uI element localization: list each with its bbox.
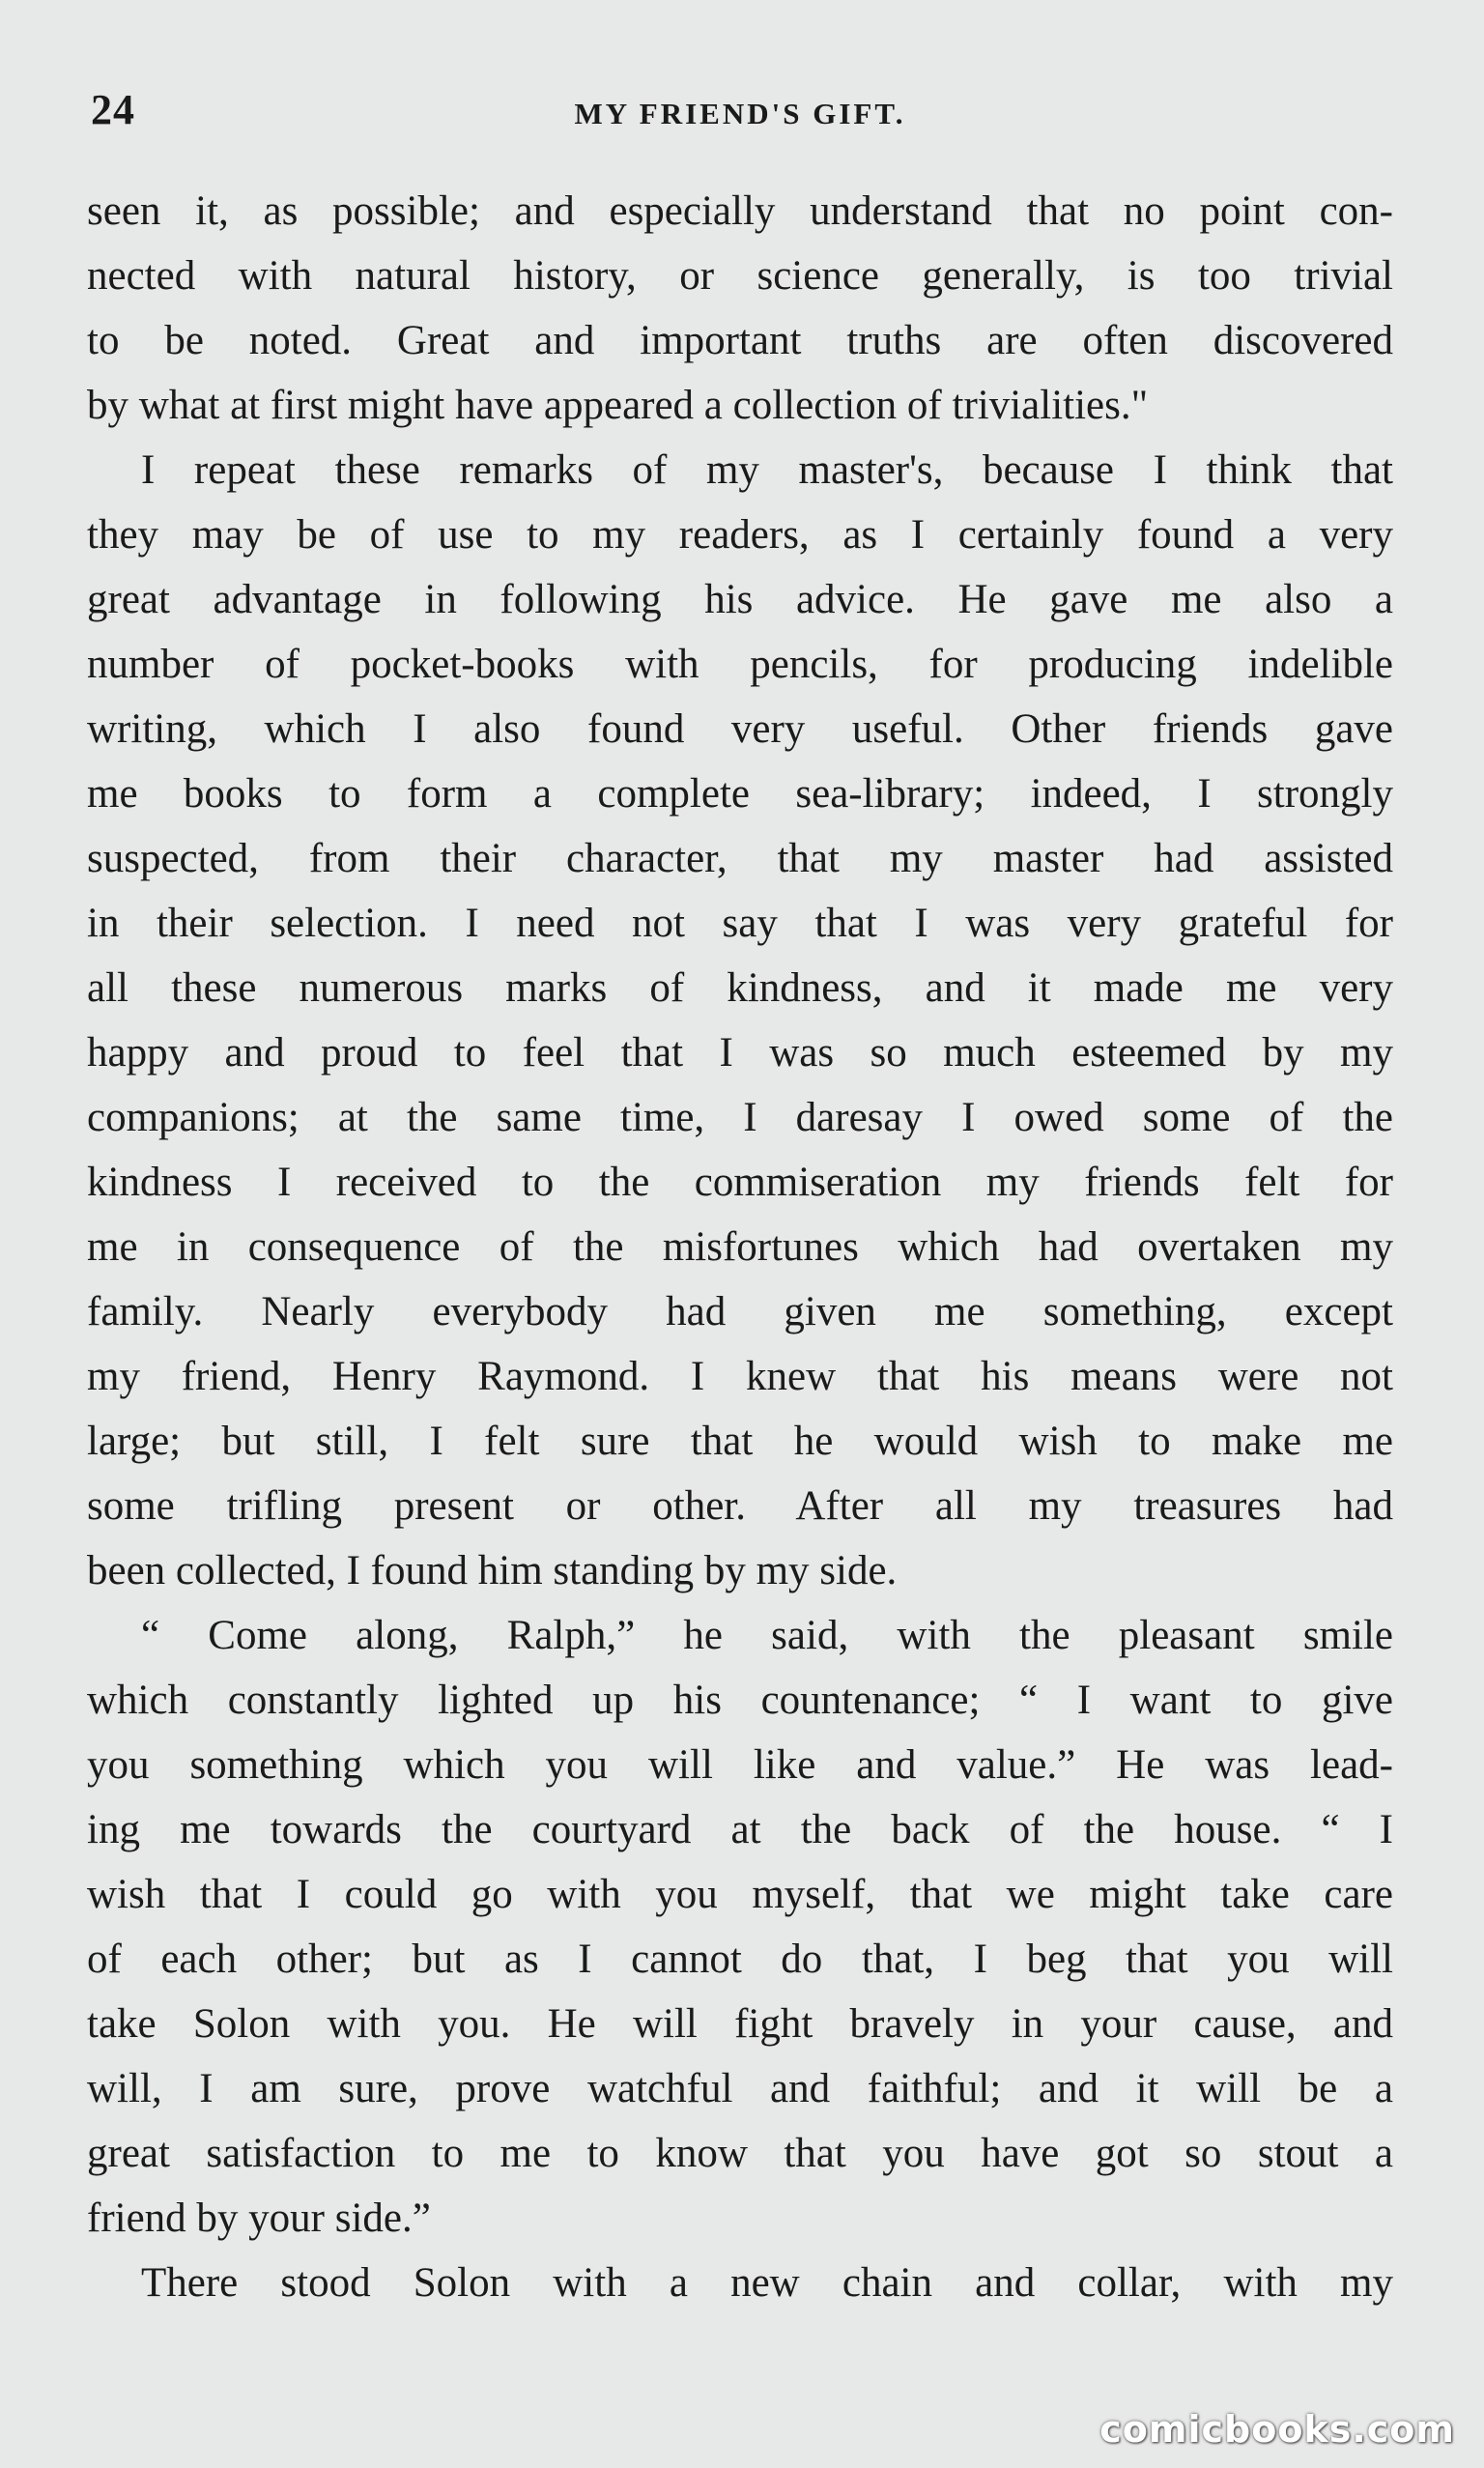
text-line: you something which you will like and value.” He was lead-	[87, 1742, 1393, 1788]
running-title: MY FRIEND'S GIFT.	[574, 97, 906, 130]
text-line: large; but still, I felt sure that he would wish to make me	[87, 1419, 1393, 1464]
page-number: 24	[91, 86, 135, 133]
text-line: suspected, from their character, that my master had assisted	[87, 836, 1393, 881]
text-line: friend by your side.”	[87, 2195, 431, 2241]
watermark-logo: comicbooks.com	[1099, 2408, 1455, 2451]
text-line: to be noted. Great and important truths are often discovered	[87, 318, 1393, 363]
text-line: number of pocket-books with pencils, for producing indelible	[87, 642, 1393, 687]
text-line: all these numerous marks of kindness, and it made me very	[87, 965, 1393, 1011]
text-line: writing, which I also found very useful. Other friends gave	[87, 706, 1393, 752]
text-line: been collected, I found him standing by my side.	[87, 1548, 898, 1593]
text-line: I repeat these remarks of my master's, because I think that	[141, 447, 1393, 493]
text-line: of each other; but as I cannot do that, I beg that you will	[87, 1937, 1393, 1982]
text-line: happy and proud to feel that I was so much esteemed by my	[87, 1030, 1393, 1076]
text-line: ing me towards the courtyard at the back of the house. “ I	[87, 1807, 1393, 1852]
text-line: some trifling present or other. After all my treasures had	[87, 1483, 1393, 1529]
page-header	[87, 77, 1393, 145]
text-line: they may be of use to my readers, as I certainly found a very	[87, 512, 1393, 558]
text-line: which constantly lighted up his countenance; “ I want to give	[87, 1678, 1393, 1723]
text-line: companions; at the same time, I daresay I owed some of the	[87, 1095, 1393, 1140]
text-line: wish that I could go with you myself, that we might take care	[87, 1872, 1393, 1917]
text-line: me books to form a complete sea-library; indeed, I strongly	[87, 771, 1393, 817]
text-line: There stood Solon with a new chain and collar, with my	[141, 2260, 1393, 2306]
text-line: by what at first might have appeared a collection of trivialities."	[87, 383, 1149, 428]
text-line: seen it, as possible; and especially understand that no point con-	[87, 188, 1393, 234]
text-line: my friend, Henry Raymond. I knew that his means were not	[87, 1354, 1393, 1399]
text-line: me in consequence of the misfortunes which had overtaken my	[87, 1224, 1393, 1270]
text-line: take Solon with you. He will fight bravely in your cause, and	[87, 2001, 1393, 2047]
text-line: “ Come along, Ralph,” he said, with the pleasant smile	[141, 1613, 1393, 1658]
text-line: family. Nearly everybody had given me something, except	[87, 1289, 1393, 1334]
text-line: will, I am sure, prove watchful and faithful; and it will be a	[87, 2066, 1393, 2111]
text-line: in their selection. I need not say that I was very grateful for	[87, 901, 1393, 946]
text-line: great satisfaction to me to know that you have got so stout a	[87, 2131, 1393, 2176]
text-line: great advantage in following his advice. He gave me also a	[87, 577, 1393, 622]
text-line: nected with natural history, or science generally, is too trivial	[87, 253, 1393, 299]
body-text	[87, 179, 1393, 2315]
text-line: kindness I received to the commiseration my friends felt for	[87, 1160, 1393, 1205]
